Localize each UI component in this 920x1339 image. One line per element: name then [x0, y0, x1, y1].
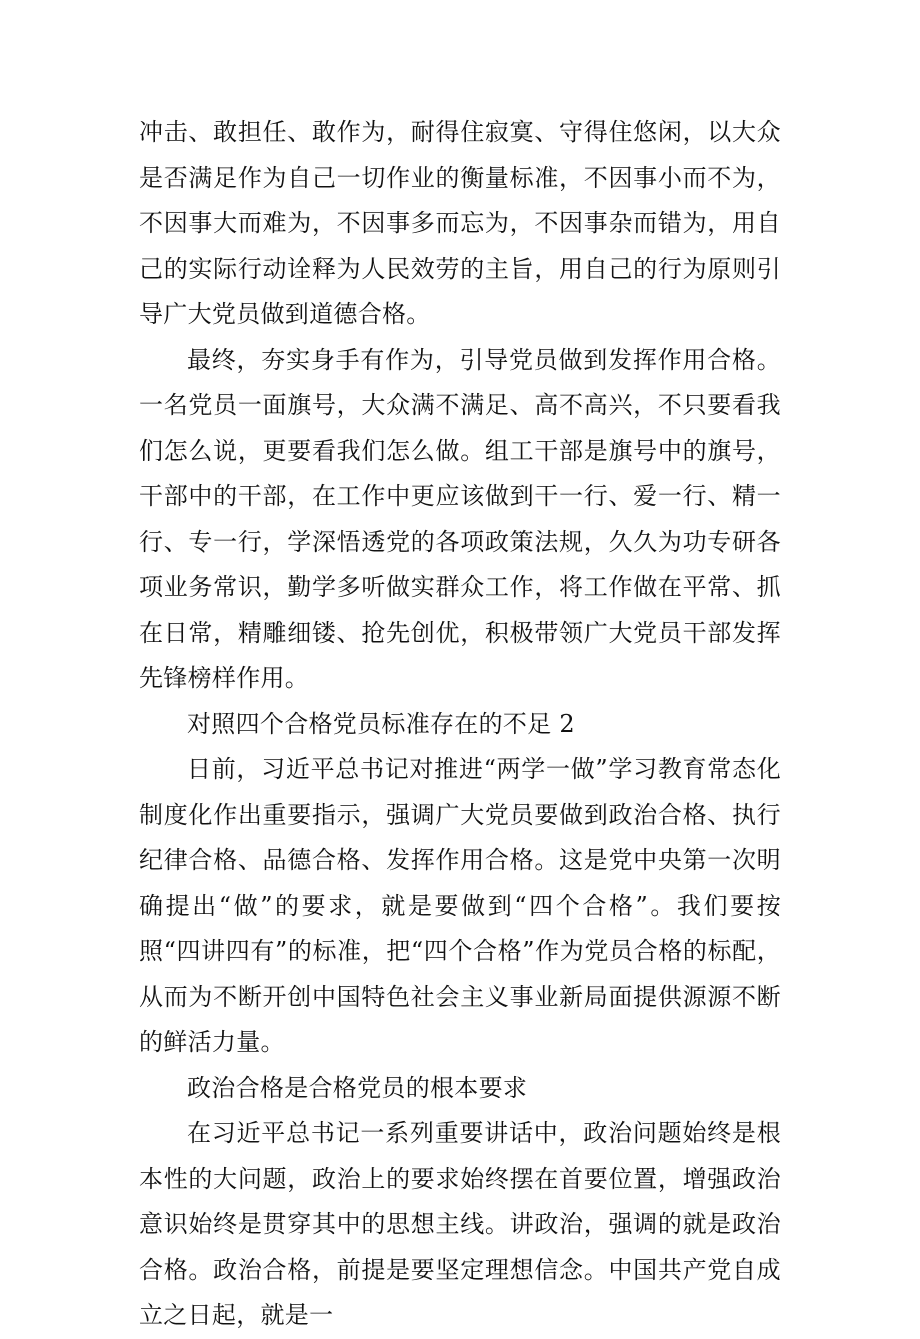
section-title: 对照四个合格党员标准存在的不足 2 [187, 709, 575, 738]
paragraph-four-qualifications: 日前，习近平总书记对推进“两学一做”学习教育常态化制度化作出重要指示，强调广大党员要做到政治合格、执行纪律合格、品德合格、发挥作用合格。这是党中央第一次明确提出“做”的要求，就是要做到“四个合格”。我们要按照“四讲四有”的标准，把“四个合格”作为党员合格的标配，从而为不断开创中国特色社会主义事业新局面提供源源不断的鲜活力量。 [139, 755, 781, 1056]
paragraph-role-model: 最终，夯实身手有作为，引导党员做到发挥作用合格。一名党员一面旗号，大众满不满足、高不高兴，不只要看我们怎么说，更要看我们怎么做。组工干部是旗号中的旗号，干部中的干部，在工作中更应该做到干一行、爱一行、精一行、专一行，学深悟透党的各项政策法规，久久为功专研各项业务常识，勤学多听做实群众工作，将工作做在平常、抓在日常，精雕细镂、抢先创优，积极带领广大党员干部发挥先锋榜样作用。 [139, 345, 781, 692]
document-body [139, 110, 781, 1339]
paragraph-political-qualification: 在习近平总书记一系列重要讲话中，政治问题始终是根本性的大问题，政治上的要求始终摆在首要位置，增强政治意识始终是贯穿其中的思想主线。讲政治，强调的就是政治合格。政治合格，前提是要坚定理想信念。中国共产党自成立之日起，就是一 [139, 1119, 781, 1329]
paragraph-continuation: 冲击、敢担任、敢作为，耐得住寂寞、守得住悠闲，以大众是否满足作为自己一切作业的衡量标准，不因事小而不为，不因事大而难为，不因事多而忘为，不因事杂而错为，用自己的实际行动诠释为人民效劳的主旨，用自己的行为原则引导广大党员做到道德合格。 [139, 118, 781, 328]
subsection-heading: 政治合格是合格党员的根本要求 [187, 1073, 528, 1102]
